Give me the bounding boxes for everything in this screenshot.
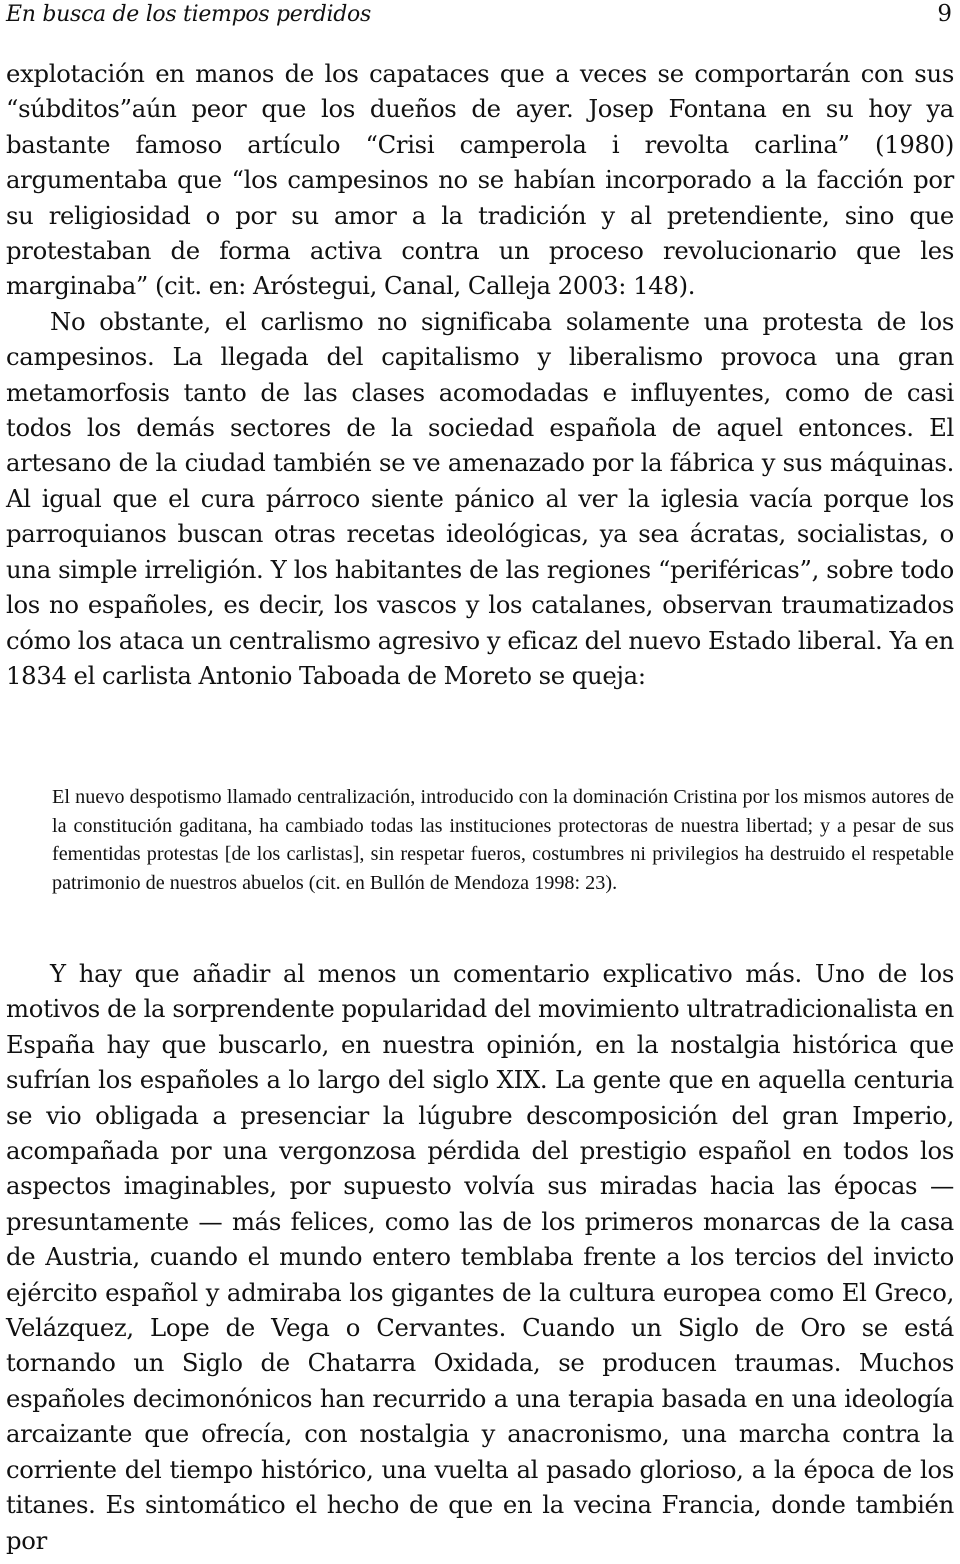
body-text-bottom (6, 956, 954, 1558)
running-header (6, 0, 954, 28)
paragraph-carlismo: No obstante, el carlismo no significaba solamente una protesta de los campesinos. La llegada del capitalismo y liberalismo provoca una gran metamorfosis tanto de las clases acomodadas e influyentes, como de casi todos los demás sectores de la sociedad española de aquel entonces. El artesano de la ciudad también se ve amenazado por la fábrica y sus máquinas. Al igual que el cura párroco siente pánico al ver la iglesia vacía porque los parroquianos buscan otras recetas ideológicas, ya sea ácratas, socialistas, o una simple irreligión. Y los habitantes de las regiones “periféricas”, sobre todo los no españoles, es decir, los vascos y los catalanes, observan traumatizados cómo los ataca un centralismo agresivo y eficaz del nuevo Estado liberal. Ya en 1834 el carlista Antonio Taboada de Moreto se queja: (6, 306, 954, 690)
running-title: En busca de los tiempos perdidos (6, 1, 371, 27)
page-number: 9 (937, 1, 952, 27)
quote-text: El nuevo despotismo llamado centralización, introducido con la dominación Cristina por los mismos autores de la constitución gaditana, ha cambiado todas las instituciones protectoras de nuestra libertad; y a pesar de sus fementidas protestas [de los carlistas], sin respetar fueros, costumbres ni privilegios ha destruido el respetable patrimonio de nuestros abuelos (cit. en Bullón de Mendoza 1998: 23). (52, 786, 954, 894)
body-text-top (6, 56, 954, 693)
paragraph-continuation: explotación en manos de los capataces que a veces se comportarán con sus “súbditos”aún peor que los dueños de ayer. Josep Fontana en su hoy ya bastante famoso artículo “Crisi camperola i revolta carlina” (1980) argumentaba que “los campesinos no se habían incorporado a la facción por su religiosidad o por su amor a la tradición y al pretendiente, sino que protestaban de forma activa contra un proceso revolucionario que les marginaba” (cit. en: Aróstegui, Canal, Calleja 2003: 148). (6, 59, 954, 301)
paragraph-nostalgia: Y hay que añadir al menos un comentario explicativo más. Uno de los motivos de la sorprendente popularidad del movimiento ultratradicionalista en España hay que buscarlo, en nuestra opinión, en la nostalgia histórica que sufrían los españoles a lo largo del siglo XIX. La gente que en aquella centuria se vio obligada a presenciar la lúgubre descomposición del gran Imperio, acompañada por una vergonzosa pérdida del prestigio español en todos los aspectos imaginables, por supuesto volvía sus miradas hacia las épocas — presuntamente — más felices, como las de los primeros monarcas de la casa de Austria, cuando el mundo entero temblaba frente a los tercios del invicto ejército español y admiraba los gigantes de la cultura europea como El Greco, Velázquez, Lope de Vega o Cervantes. Cuando un Siglo de Oro se está tornando un Siglo de Chatarra Oxidada, se producen traumas. Muchos españoles decimonónicos han recurrido a una terapia basada en una ideología arcaizante que ofrecía, con nostalgia y anacronismo, una marcha contra la corriente del tiempo histórico, una vuelta al pasado glorioso, a la época de los titanes. Es sintomático el hecho de que en la vecina Francia, donde también por (6, 959, 954, 1555)
block-quote (52, 783, 954, 897)
